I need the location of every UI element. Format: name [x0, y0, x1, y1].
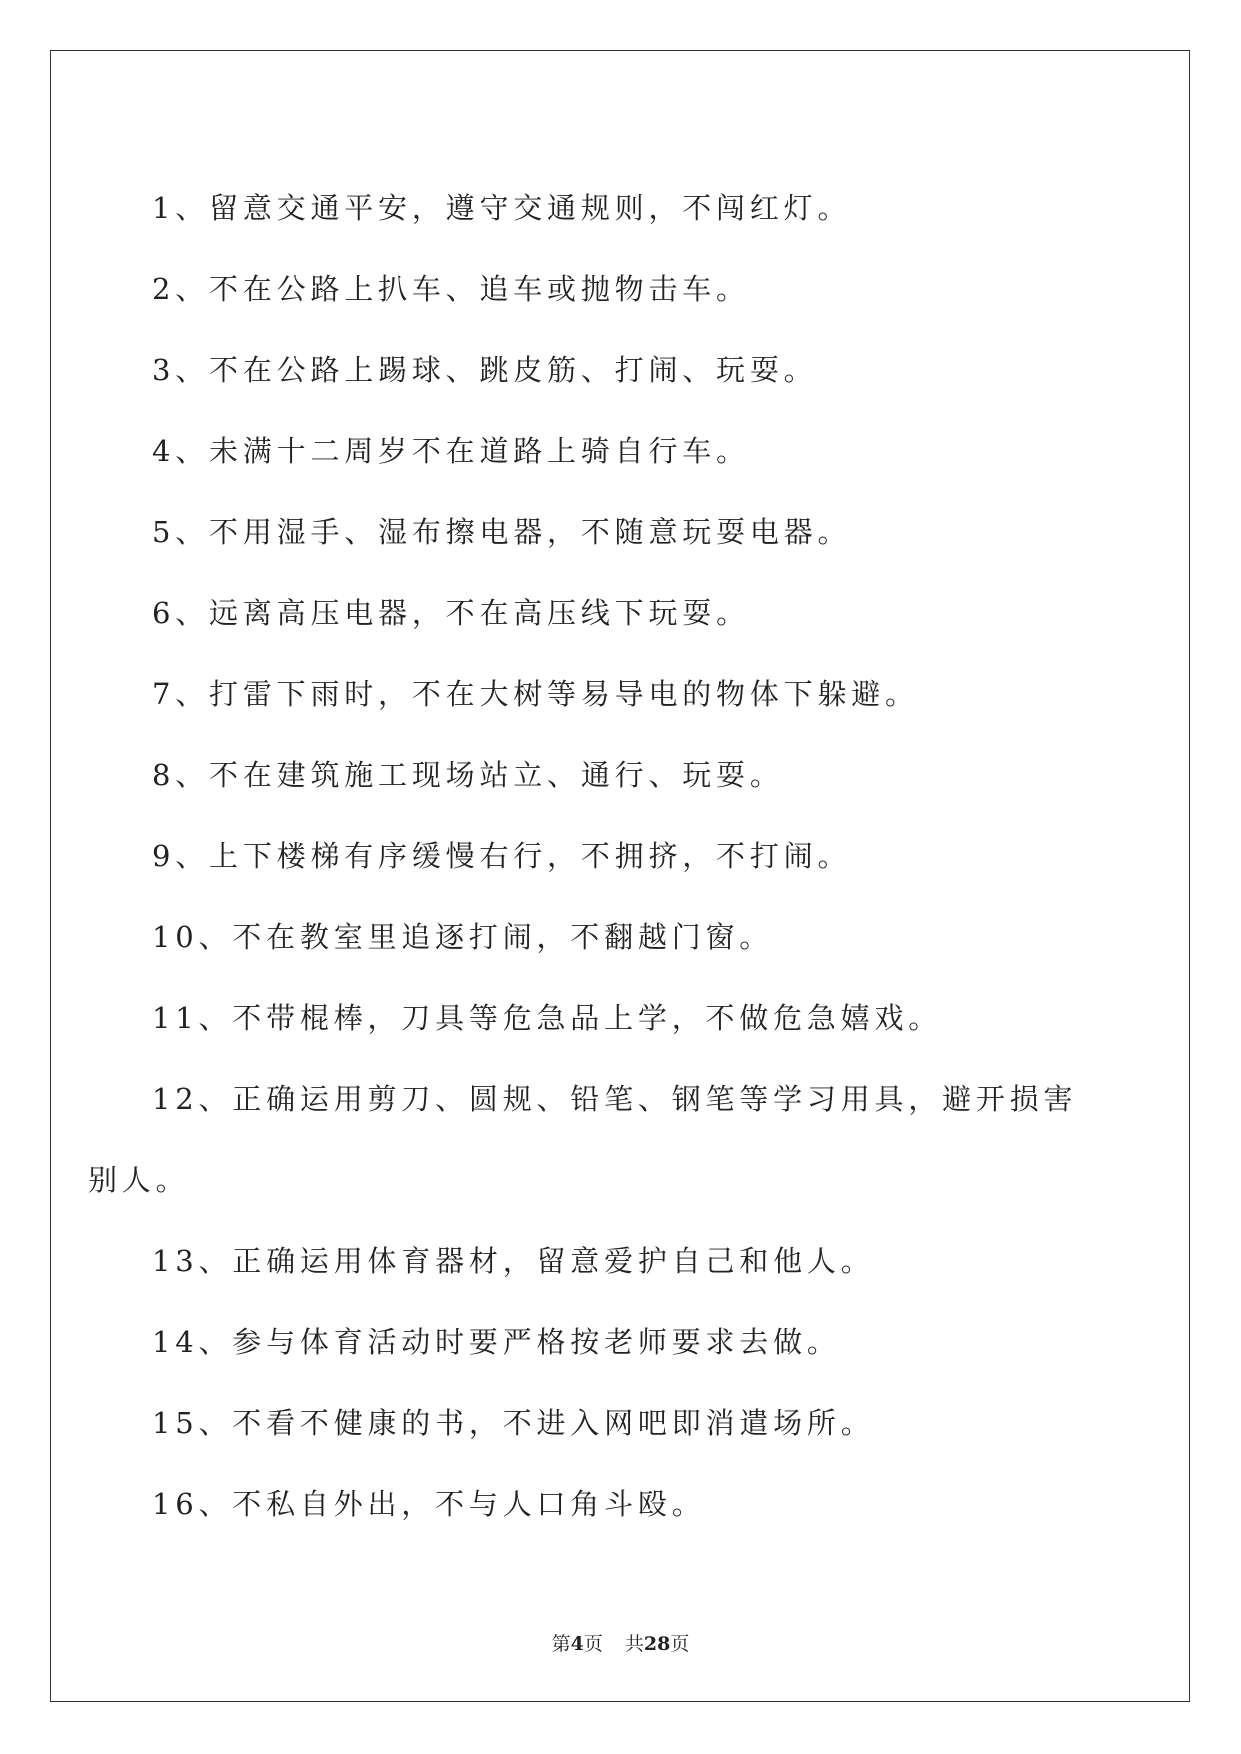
- list-item: 8、不在建筑施工现场站立、通行、玩耍。: [152, 758, 784, 792]
- total-suffix: 页: [670, 1633, 690, 1655]
- list-item: 5、不用湿手、湿布擦电器，不随意玩耍电器。: [152, 515, 852, 549]
- page-number: 4: [570, 1633, 584, 1655]
- list-item: 13、正确运用体育器材，留意爱护自己和他人。: [152, 1244, 875, 1278]
- total-pages: 28: [643, 1633, 671, 1655]
- list-item: 14、参与体育活动时要严格按老师要求去做。: [152, 1325, 841, 1359]
- page-suffix: 页: [583, 1633, 603, 1655]
- total-prefix: 共: [624, 1633, 644, 1655]
- list-item: 10、不在教室里追逐打闹，不翻越门窗。: [152, 920, 774, 954]
- list-item: 6、远离高压电器，不在高压线下玩耍。: [152, 596, 750, 630]
- page-footer: [0, 1632, 1241, 1656]
- list-item: 9、上下楼梯有序缓慢右行，不拥挤，不打闹。: [152, 839, 852, 873]
- list-item: 1、留意交通平安，遵守交通规则，不闯红灯。: [152, 191, 852, 225]
- list-item: 11、不带棍棒，刀具等危急品上学，不做危急嬉戏。: [152, 1001, 943, 1035]
- list-item: 16、不私自外出，不与人口角斗殴。: [152, 1487, 706, 1521]
- list-item: 7、打雷下雨时，不在大树等易导电的物体下躲避。: [152, 677, 919, 711]
- page-prefix: 第: [551, 1633, 571, 1655]
- list-item: 2、不在公路上扒车、追车或抛物击车。: [152, 272, 750, 306]
- list-item: 4、未满十二周岁不在道路上骑自行车。: [152, 434, 750, 468]
- document-body: [88, 168, 1102, 1545]
- list-item: 15、不看不健康的书，不进入网吧即消遣场所。: [152, 1406, 875, 1440]
- list-item: 3、不在公路上踢球、跳皮筋、打闹、玩耍。: [152, 353, 818, 387]
- list-item: 12、正确运用剪刀、圆规、铅笔、钢笔等学习用具，避开损害别人。: [88, 1082, 1078, 1197]
